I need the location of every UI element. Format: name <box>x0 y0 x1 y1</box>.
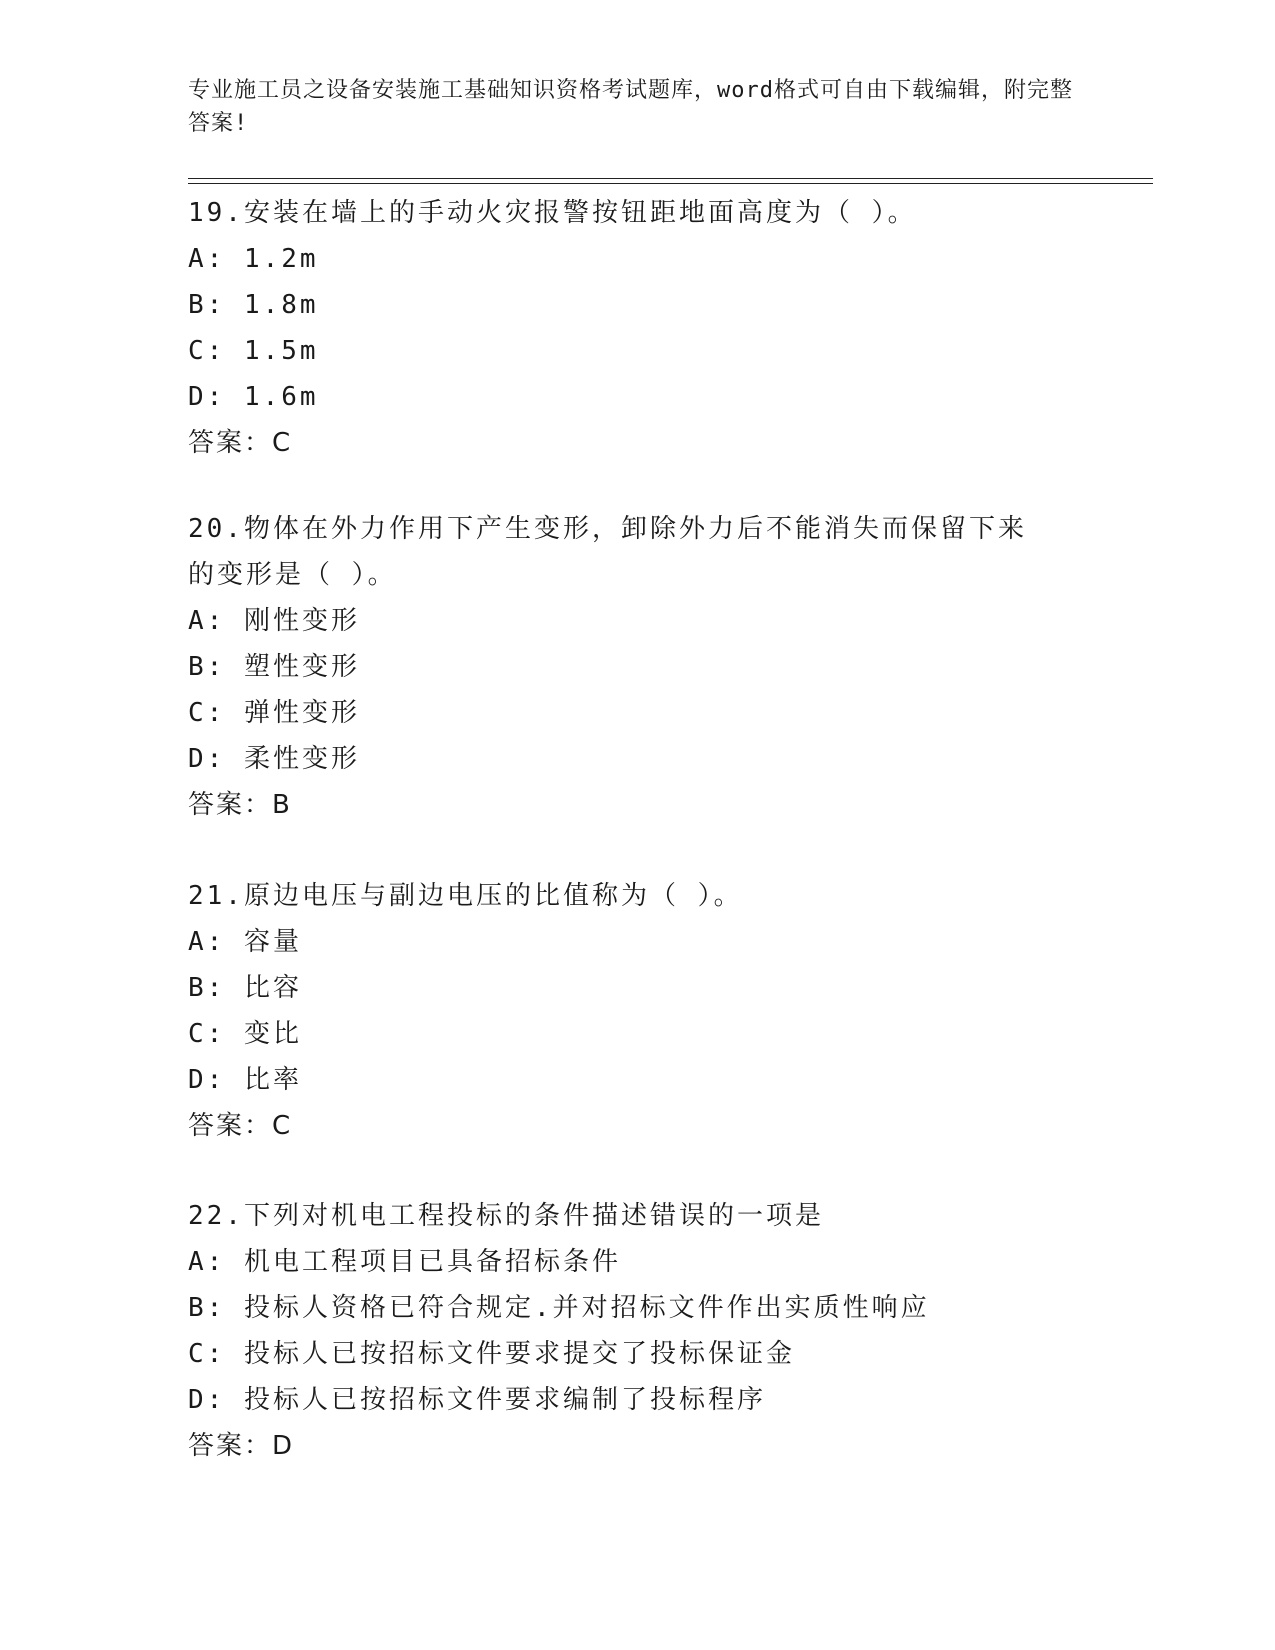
option-c: C: 投标人已按招标文件要求提交了投标保证金 <box>188 1339 795 1369</box>
document-header: 专业施工员之设备安装施工基础知识资格考试题库，word格式可自由下载编辑，附完整答案! <box>188 78 1073 136</box>
question-stem: 19.安装在墙上的手动火灾报警按钮距地面高度为（ ）。 <box>188 198 917 228</box>
question-block <box>188 1193 1088 1469</box>
option-b: B: 塑性变形 <box>188 652 360 682</box>
option-b: B: 比容 <box>188 973 302 1003</box>
option-a: A: 机电工程项目已具备招标条件 <box>188 1247 621 1277</box>
answer-line: 答案：C <box>188 1111 293 1141</box>
option-d: D: 1.6m <box>188 382 319 412</box>
option-a: A: 1.2m <box>188 244 319 274</box>
answer-line: 答案：C <box>188 428 293 458</box>
option-c: C: 变比 <box>188 1019 302 1049</box>
option-b: B: 投标人资格已符合规定.并对招标文件作出实质性响应 <box>188 1293 930 1323</box>
option-d: D: 柔性变形 <box>188 744 360 774</box>
question-stem: 22.下列对机电工程投标的条件描述错误的一项是 <box>188 1201 824 1231</box>
option-a: A: 刚性变形 <box>188 606 360 636</box>
option-d: D: 投标人已按招标文件要求编制了投标程序 <box>188 1385 766 1415</box>
header-divider-top <box>188 178 1153 179</box>
question-block <box>188 190 1088 466</box>
option-b: B: 1.8m <box>188 290 319 320</box>
option-d: D: 比率 <box>188 1065 302 1095</box>
option-c: C: 1.5m <box>188 336 319 366</box>
answer-line: 答案：B <box>188 790 292 820</box>
question-stem: 21.原边电压与副边电压的比值称为（ ）。 <box>188 881 743 911</box>
option-c: C: 弹性变形 <box>188 698 360 728</box>
question-stem: 20.物体在外力作用下产生变形，卸除外力后不能消失而保留下来的变形是（ ）。 <box>188 514 1027 590</box>
question-block <box>188 506 1088 828</box>
question-block <box>188 873 1088 1149</box>
header-divider-bottom <box>188 183 1153 184</box>
answer-line: 答案：D <box>188 1431 295 1461</box>
option-a: A: 容量 <box>188 927 302 957</box>
